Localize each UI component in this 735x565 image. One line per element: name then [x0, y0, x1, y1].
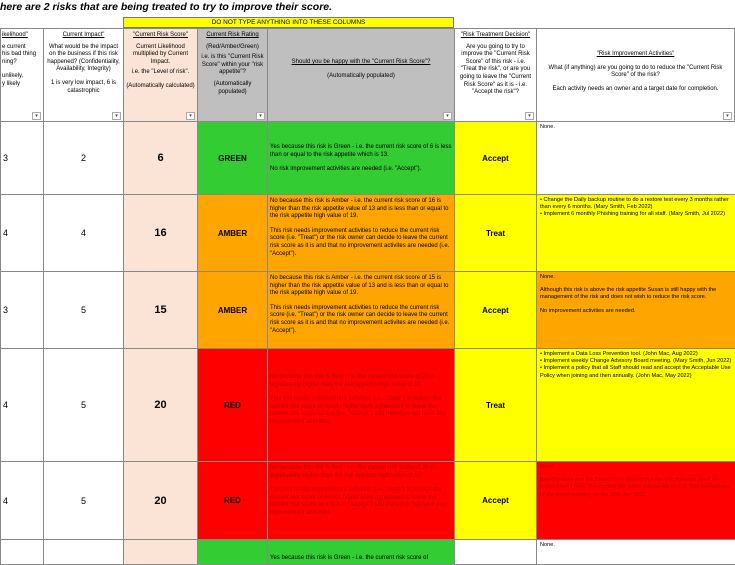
likelihood-cell[interactable]	[0, 540, 43, 565]
header-likelihood-line: e current	[2, 43, 26, 50]
decision-cell[interactable]	[454, 540, 536, 565]
activities-cell[interactable]	[536, 349, 735, 462]
decision-cell[interactable]: Treat	[454, 195, 536, 272]
reason-text: This risk needs improvement activities to reduce the current risk score (i.e. "Treat") or the risk owner can decide to leave the current risk score as it is and that no improvement activites are needed (i.e. "Accept").	[270, 227, 450, 257]
impact-cell[interactable]: 2	[43, 122, 123, 195]
activity-text: Ben Big-boss and the Board have agreed that the risk does not need an improvement plan. The current risk score can be left as it is. See the minutes of the board meeting on the 20th Jan 2022.	[540, 477, 730, 498]
risk-rating-cell	[197, 540, 267, 565]
activity-text: None.	[540, 124, 555, 130]
activity-text: • Implement a Data Loss Prevention tool. (John Mac, Aug 2022)	[540, 351, 698, 357]
happy-reason-cell	[267, 462, 454, 540]
happy-reason-cell	[267, 195, 454, 272]
likelihood-cell[interactable]: 3	[0, 122, 43, 195]
header-current-impact[interactable]	[43, 28, 123, 122]
activity-text: • Implement weekly Change Advisory Board meeting. (Mary Smith, Jun 2022)	[540, 358, 732, 365]
header-impact-title: Current Impact"	[62, 32, 105, 38]
header-decision-title: "Risk Treatment Decision"	[460, 32, 531, 38]
header-activities-title: "Risk Improvement Activities"	[596, 51, 675, 57]
header-should-be-happy[interactable]	[267, 28, 454, 122]
activity-text: Although this risk is above the risk appetite Susan is still happy with the management of the risk and does not wish to reduce the risk score.	[540, 287, 717, 301]
header-current-risk-rating[interactable]	[197, 28, 267, 122]
header-likelihood-title: ikelihood"	[2, 32, 28, 38]
header-impact-scale: 1 is very low impact, 6 is catastrophic	[50, 79, 117, 94]
activity-text: None.	[540, 542, 555, 548]
header-risk-treatment-decision[interactable]	[454, 28, 536, 122]
happy-reason-cell	[267, 349, 454, 462]
filter-dropdown-icon[interactable]: ▾	[443, 112, 452, 120]
impact-cell[interactable]: 4	[43, 195, 123, 272]
risk-score-cell: 6	[123, 122, 197, 195]
filter-dropdown-icon[interactable]: ▾	[32, 112, 41, 120]
activity-text: • Implement a policy that all Staff should read and accept the Acceptable Use Policy when joining and then annually. (John Mac, May 2022)	[540, 365, 731, 379]
happy-reason-cell	[267, 540, 454, 565]
risk-score-cell: 20	[123, 462, 197, 540]
header-risk-improvement-activities[interactable]	[536, 28, 735, 122]
reason-text: Yes because this risk is Green - i.e. the current risk score of 6 is less than or equal to the risk appetite which is 13.	[270, 144, 452, 158]
header-activities-owner: Each activity needs an owner and a target date for completion.	[552, 85, 719, 92]
risk-score-cell: 16	[123, 195, 197, 272]
risk-rating-cell: RED	[197, 349, 267, 462]
activity-text: No improvement activities are needed.	[540, 307, 636, 314]
filter-dropdown-icon[interactable]: ▾	[112, 112, 121, 120]
activity-text: None.	[540, 274, 555, 280]
reason-text: This risk needs improvement activities (i.e. "Treat") to reduce the current risk score or needs higher level agreement to leave the current risk score as it is (i.e. "Accept") and therefore not have any improvement activities.	[270, 396, 447, 425]
reason-text: No because this risk is Red - i.e. the current risk score of 20 is significantly higher than the risk appetite high value of 19.	[270, 374, 435, 388]
reason-text: Yes because this risk is Green - i.e. the current risk score of	[270, 555, 429, 561]
risk-score-cell	[123, 540, 197, 565]
likelihood-cell[interactable]: 3	[0, 272, 43, 349]
risk-rating-cell: AMBER	[197, 195, 267, 272]
reason-text: This risk needs improvement activities (i.e. "Treat") to reduce the current risk score or needs higher level agreement to leave the current risk score as it is (i.e. "Accept") and therefore not have any improvement activities.	[270, 487, 447, 516]
filter-dropdown-icon[interactable]: ▾	[723, 112, 732, 120]
header-rating-colors: (Red/Amber/Green)	[206, 43, 259, 50]
risk-score-cell: 20	[123, 349, 197, 462]
activity-text: • Change the Daily backup routine to do a restore test every 3 months rather than every 6 months. (Mary Smith, Feb 2022)	[540, 197, 729, 211]
risk-rating-cell: AMBER	[197, 272, 267, 349]
activities-cell[interactable]	[536, 195, 735, 272]
decision-cell[interactable]: Accept	[454, 272, 536, 349]
header-rating-title: Current Risk Rating	[206, 32, 259, 38]
decision-cell[interactable]: Treat	[454, 349, 536, 462]
header-likelihood-line: ning?	[2, 58, 17, 65]
header-score-auto: (Automatically calculated)	[126, 82, 195, 89]
risk-rating-cell: RED	[197, 462, 267, 540]
header-likelihood-line: unlikely,	[2, 73, 24, 80]
activities-cell[interactable]	[536, 540, 735, 565]
header-decision-desc: Are you going to try to improve the "Current Risk Score" of this risk - i.e. "Treat the risk", or are you going to leave the "Current Risk Score" as it is - i.e. "Accept the risk"?	[459, 43, 532, 96]
decision-cell[interactable]: Accept	[454, 122, 536, 195]
header-impact-desc: What would be the impact on the business if this risk happened? (Confidentiality, Availability, Integrity)	[47, 43, 120, 73]
reason-text: No risk improvement activities are needed (i.e. "Accept").	[270, 166, 422, 173]
likelihood-cell[interactable]: 4	[0, 349, 43, 462]
risk-rating-cell: GREEN	[197, 122, 267, 195]
header-score-desc: Current Likelihood multiplied by Current Impact.	[132, 43, 189, 65]
filter-dropdown-icon[interactable]: ▾	[525, 112, 534, 120]
impact-cell[interactable]: 5	[43, 272, 123, 349]
impact-cell[interactable]: 5	[43, 462, 123, 540]
activity-text: • Implement 6 monthly Phishing training for all staff. (Mary Smith, Jul 2022)	[540, 211, 725, 218]
likelihood-cell[interactable]: 4	[0, 462, 43, 540]
header-rating-desc: i.e. is this "Current Risk Score" within your "risk appetite"?	[201, 54, 264, 76]
header-likelihood-line: y likely	[2, 80, 21, 87]
decision-cell[interactable]: Accept	[454, 462, 536, 540]
filter-dropdown-icon[interactable]: ▾	[256, 112, 265, 120]
header-score-title: "Current Risk Score"	[133, 32, 188, 38]
happy-reason-cell	[267, 122, 454, 195]
activities-cell[interactable]	[536, 122, 735, 195]
reason-text: No because this risk is Red - i.e. the current risk score of 20 is significantly higher than the risk appetite high value of 19.	[270, 465, 435, 479]
header-happy-auto: (Automatically populated)	[327, 72, 395, 79]
header-happy-title: Should you be happy with the "Current Risk Score"?	[291, 59, 431, 65]
header-activities-desc: What (if anything) are you going to do to reduce the "Current Risk Score" of the risk?	[548, 64, 723, 79]
activity-text: None.	[540, 464, 555, 470]
header-likelihood-line: his bad thing	[2, 51, 37, 58]
happy-reason-cell	[267, 272, 454, 349]
activities-cell[interactable]	[536, 272, 735, 349]
impact-cell[interactable]: 5	[43, 349, 123, 462]
reason-text: No because this risk is Amber - i.e. the current risk score of 15 is higher than the risk appetite value of 13 and is less than or equal to the risk appetite high value of 19.	[270, 275, 449, 297]
activities-cell[interactable]	[536, 462, 735, 540]
header-rating-auto: (Automatically populated)	[213, 80, 252, 95]
intro-text: here are 2 risks that are being treated to try to improve their score.	[0, 1, 333, 13]
reason-text: No because this risk is Amber - i.e. the current risk score of 16 is higher than the risk appetite value of 13 and is less than or equal to the risk appetite high value of 19.	[270, 198, 449, 220]
reason-text: This risk needs improvement activities to reduce the current risk score (i.e. "Treat") or the risk owner can decide to leave the current risk score as it is and that no improvement activites are needed (i.e. "Accept").	[270, 304, 450, 334]
header-current-risk-score[interactable]	[123, 28, 197, 122]
header-likelihood[interactable]	[0, 28, 43, 122]
header-score-level: i.e. the "Level of risk".	[131, 69, 190, 76]
filter-dropdown-icon[interactable]: ▾	[186, 112, 195, 120]
likelihood-cell[interactable]: 4	[0, 195, 43, 272]
risk-score-cell: 15	[123, 272, 197, 349]
do-not-type-warning: DO NOT TYPE ANYTHING INTO THESE COLUMNS	[123, 17, 454, 28]
impact-cell[interactable]	[43, 540, 123, 565]
